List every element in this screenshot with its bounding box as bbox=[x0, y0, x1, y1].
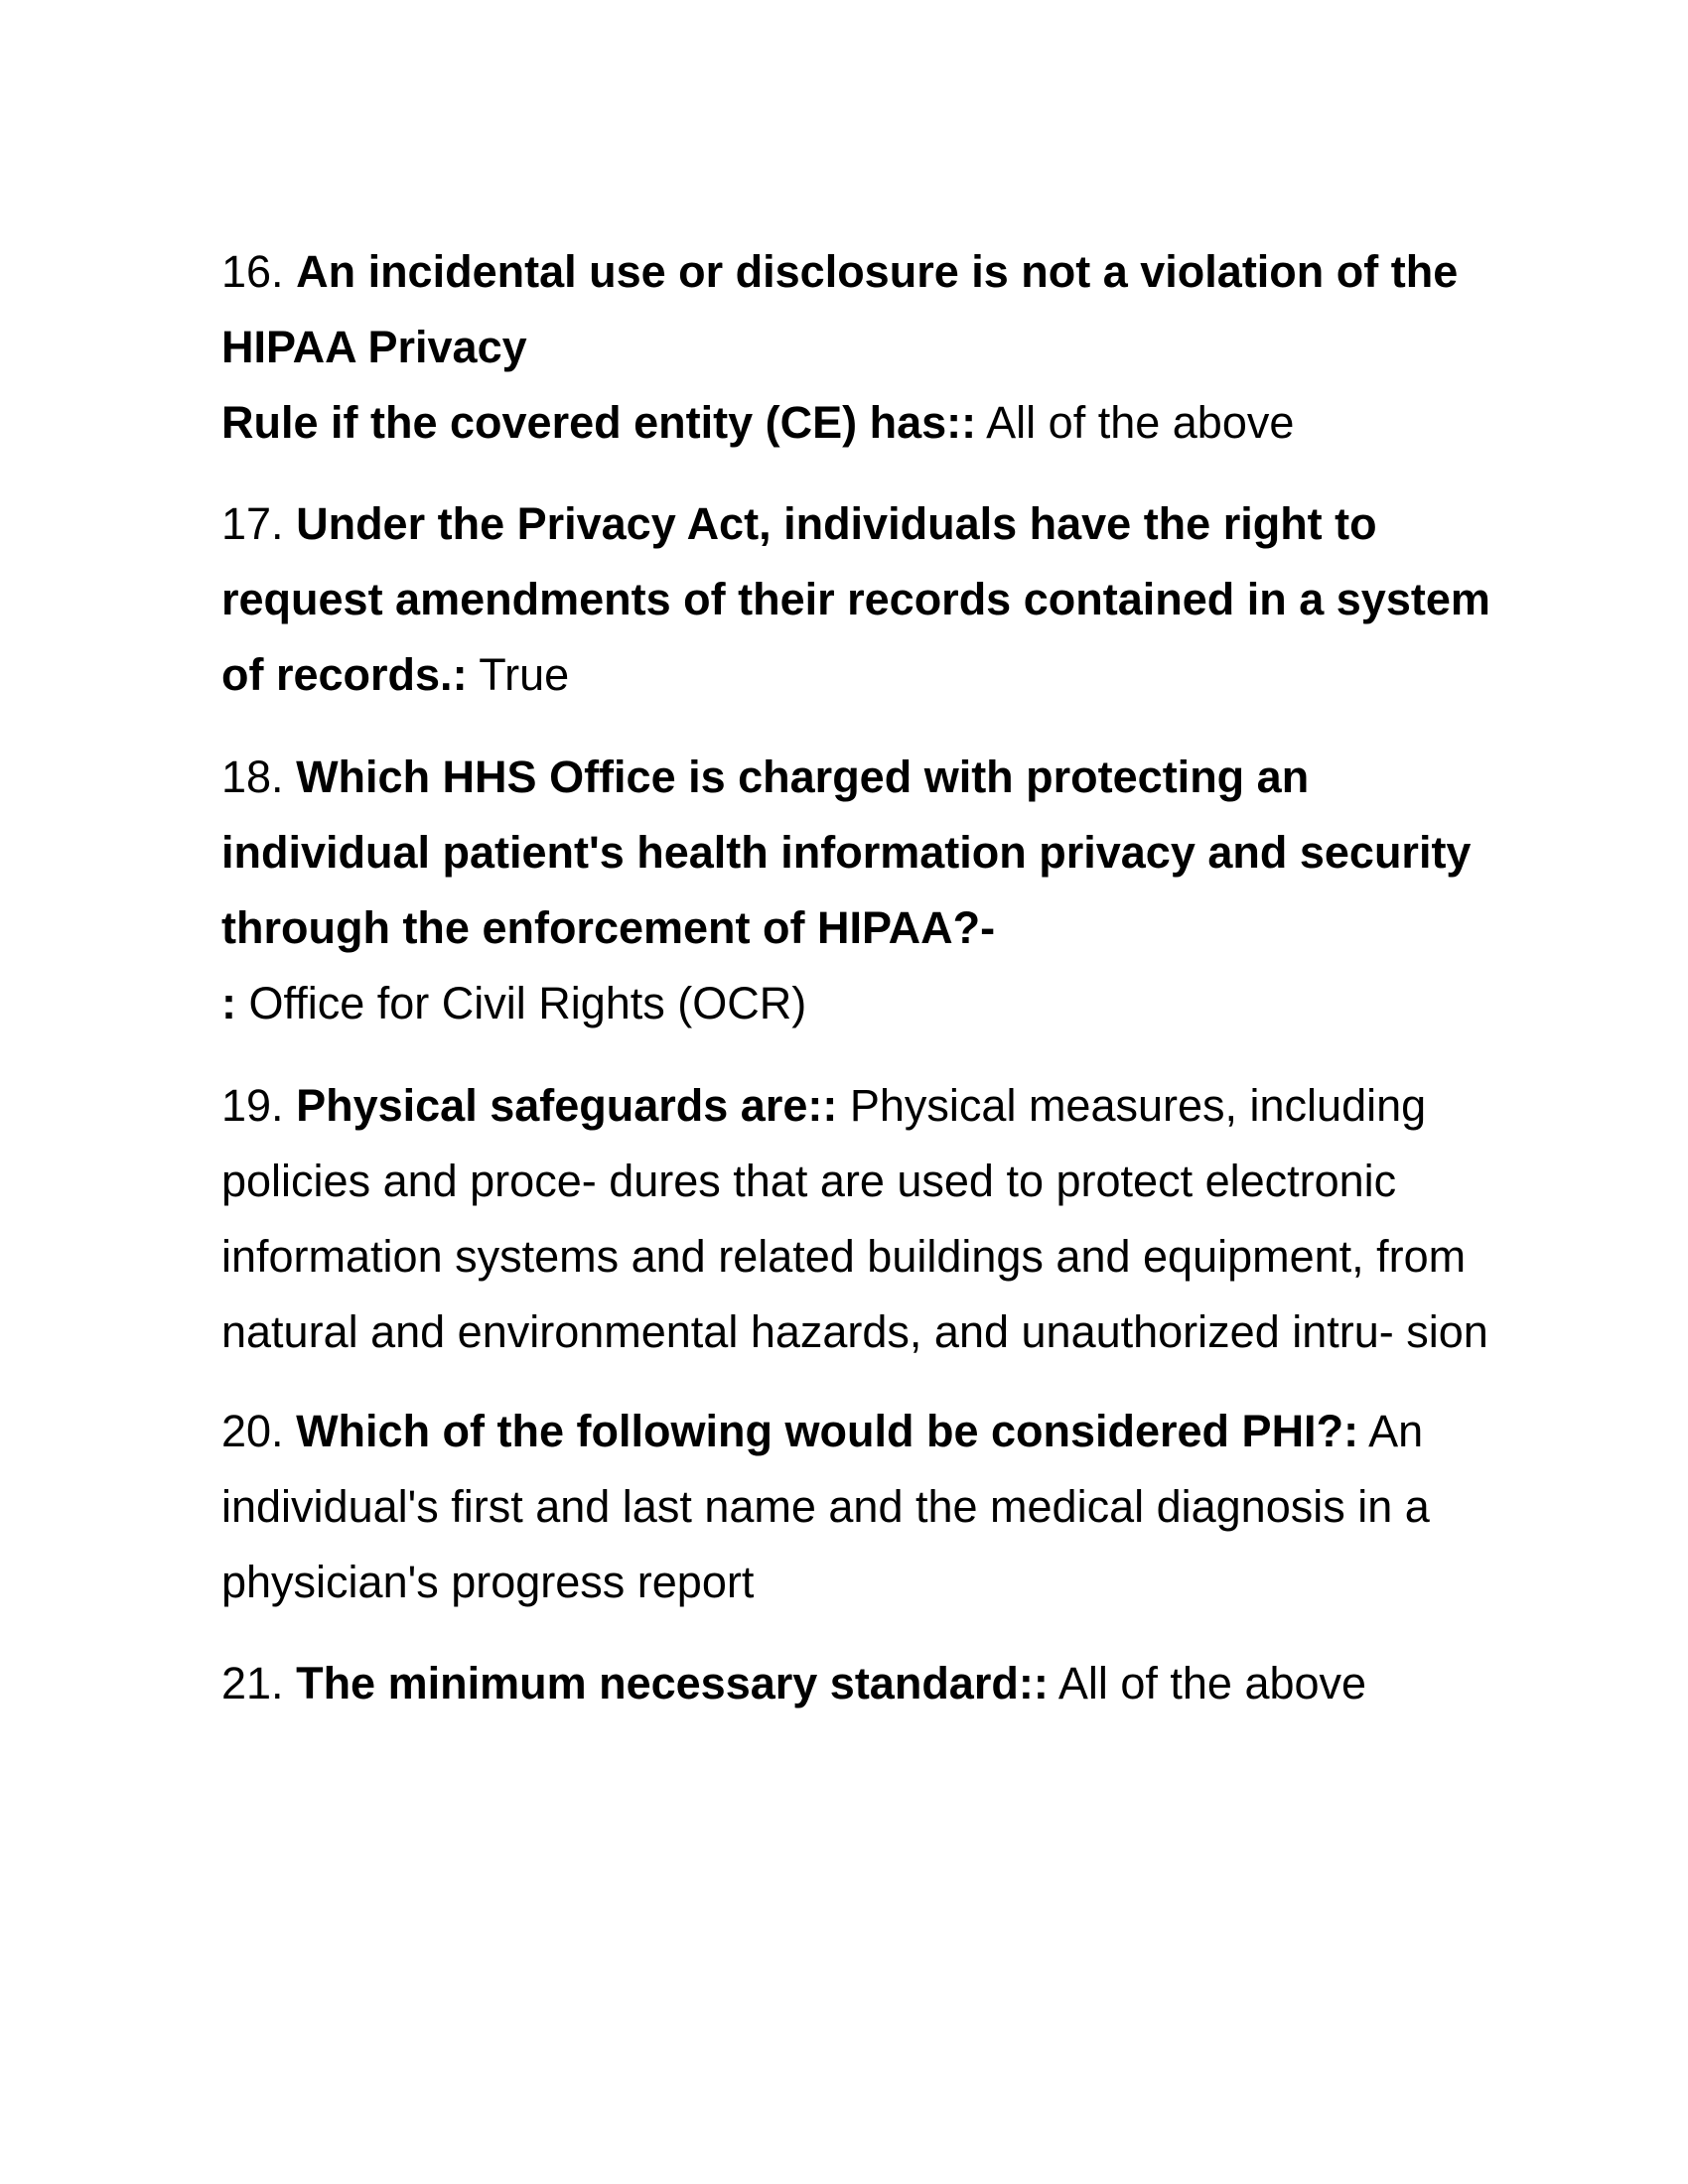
qa-item-21 bbox=[221, 1646, 1502, 1721]
question-text: The minimum necessary standard: bbox=[296, 1658, 1034, 1708]
qa-item-18 bbox=[221, 740, 1502, 1041]
answer-text: All of the above bbox=[1057, 1658, 1367, 1708]
question-text: Under the Privacy Act, individuals have the right to request amendments of their records contained in a system of records. bbox=[221, 498, 1503, 700]
item-number: 21. bbox=[221, 1658, 284, 1708]
answer-text: Physical measures, including policies and proce- dures that are used to protect electronic information systems and related buildings and equipment, from natural and environmental hazards, and unauthorized intru- sion bbox=[221, 1080, 1488, 1357]
question-text: Which HHS Office is charged with protecting an individual patient's health information privacy and security through the enforcement of HIPAA?- bbox=[221, 751, 1472, 953]
question-text: An incidental use or disclosure is not a violation of the HIPAA Privacy Rule if the covered entity (CE) has: bbox=[221, 246, 1459, 448]
separator: : bbox=[961, 397, 977, 448]
answer-text: All of the above bbox=[986, 397, 1295, 448]
separator: : bbox=[822, 1080, 838, 1131]
qa-item-16 bbox=[221, 234, 1502, 461]
separator: : bbox=[1033, 1658, 1049, 1708]
separator: : bbox=[221, 978, 236, 1028]
item-number: 20. bbox=[221, 1406, 284, 1456]
separator: : bbox=[1343, 1406, 1359, 1456]
separator: : bbox=[452, 649, 468, 700]
qa-item-19 bbox=[221, 1068, 1502, 1370]
question-text: Which of the following would be considered PHI? bbox=[296, 1406, 1344, 1456]
question-text: Physical safeguards are: bbox=[296, 1080, 823, 1131]
qa-item-20 bbox=[221, 1394, 1502, 1620]
answer-text: Office for Civil Rights (OCR) bbox=[248, 978, 807, 1028]
qa-item-17 bbox=[221, 486, 1502, 713]
item-number: 18. bbox=[221, 751, 284, 802]
answer-text: True bbox=[479, 649, 570, 700]
answer-text: An individual's first and last name and the medical diagnosis in a physician's progress report bbox=[221, 1406, 1443, 1607]
item-number: 17. bbox=[221, 498, 284, 549]
item-number: 19. bbox=[221, 1080, 284, 1131]
item-number: 16. bbox=[221, 246, 284, 297]
